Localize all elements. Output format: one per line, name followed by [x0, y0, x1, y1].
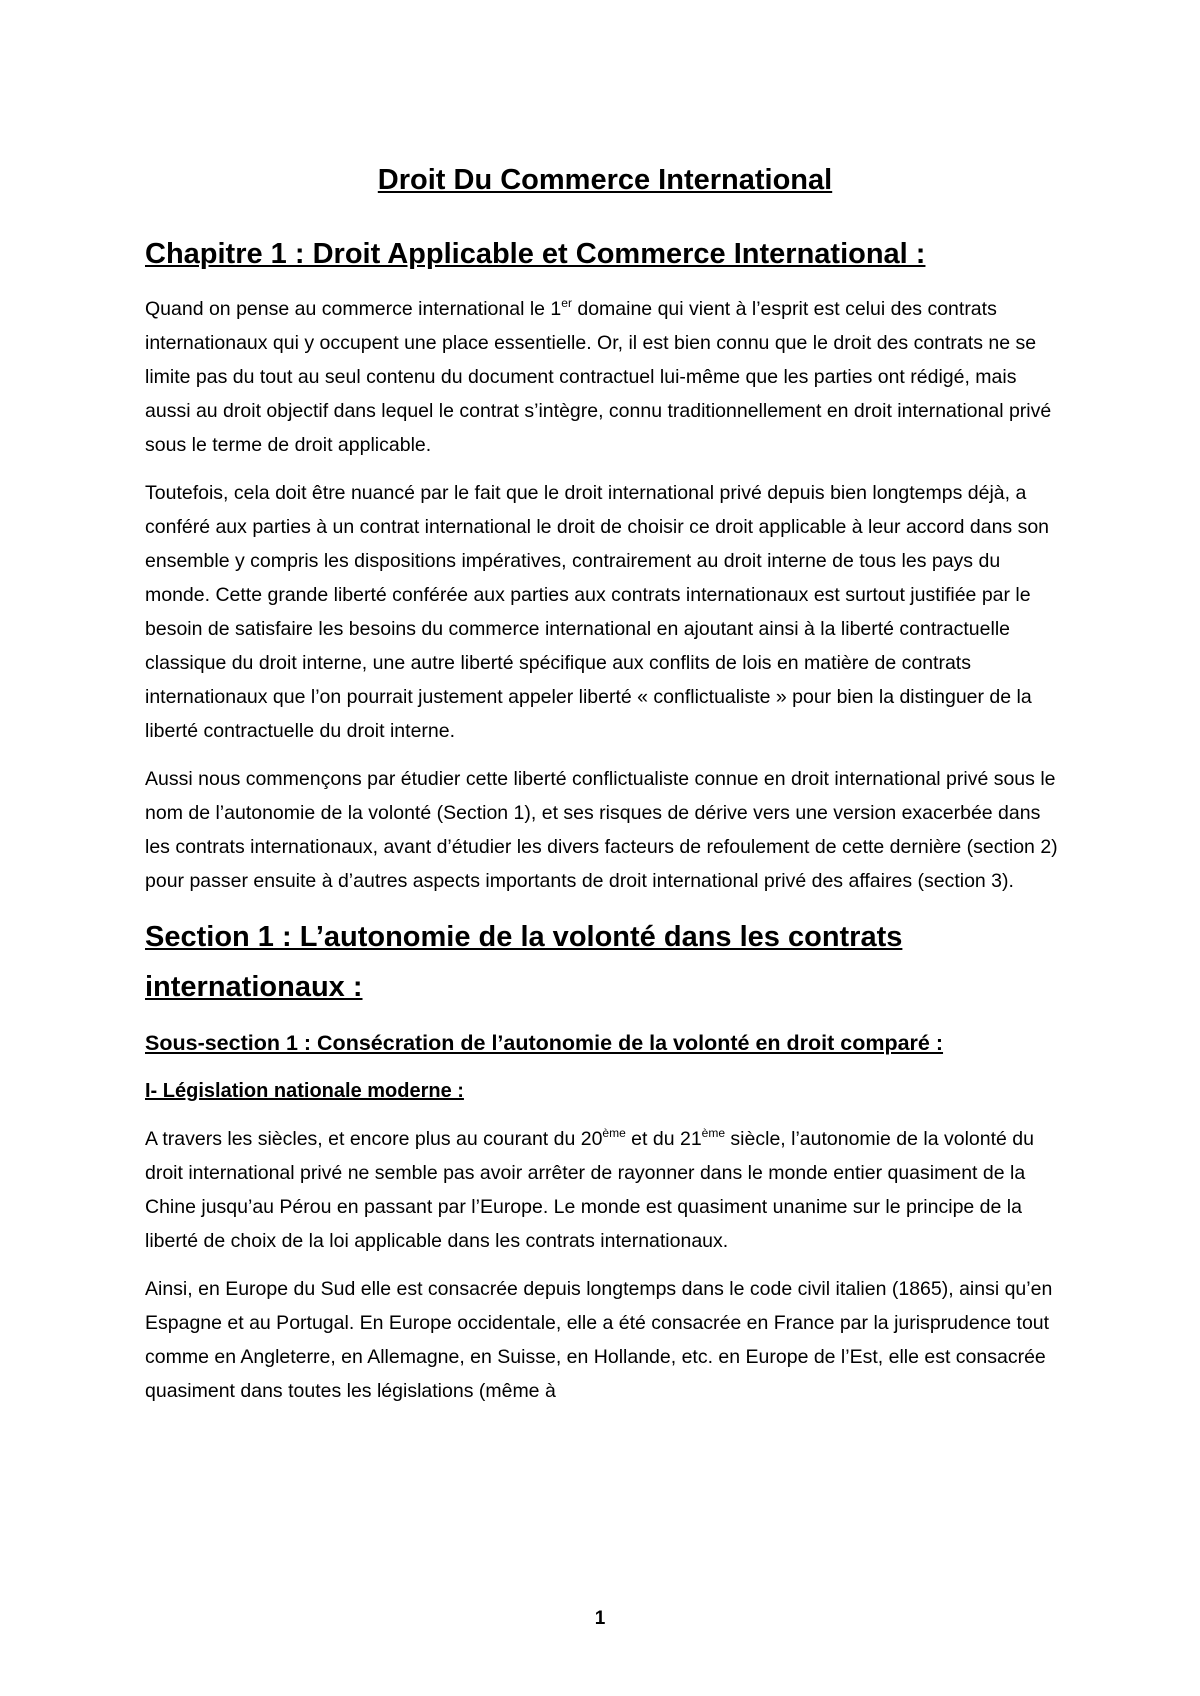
body-p1-superscript-2: ème [701, 1126, 726, 1140]
page-content [145, 160, 1065, 1422]
body-p1-text-a: A travers les siècles, et encore plus au courant du 20 [145, 1128, 603, 1150]
intro-paragraph-2: Toutefois, cela doit être nuancé par le fait que le droit international privé depuis bien longtemps déjà, a conféré aux parties à un contrat international le droit de choisir ce droit applicable à leur accord dans son ensemble y compris les dispositions impératives, contrairement au droit interne de tous les pays du monde. Cette grande liberté conférée aux parties aux contrats internationaux est surtout justifiée par le besoin de satisfaire les besoins du commerce international en ajoutant ainsi à la liberté contractuelle classique du droit interne, une autre liberté spécifique aux conflits de lois en matière de contrats internationaux que l’on pourrait justement appeler liberté « conflictualiste » pour bien la distinguer de la liberté contractuelle du droit interne. [145, 482, 1050, 742]
subsubsection-1-title: I- Législation nationale moderne : [145, 1080, 464, 1102]
document-title: Droit Du Commerce International [377, 164, 833, 196]
body-p1-text-c: siècle, l’autonomie de la volonté du droit international privé ne semble pas avoir arrêter de rayonner dans le monde entier quasiment de la Chine jusqu’au Pérou en passant par l’Europe. Le monde est quasiment unanime sur le principe de la liberté de choix de la loi applicable dans les contrats internationaux. [145, 1128, 1034, 1252]
intro-p1-text-a: Quand on pense au commerce international le 1 [145, 298, 562, 320]
body-p1-text-b: et du 21 [625, 1128, 702, 1150]
intro-paragraph-3: Aussi nous commençons par étudier cette liberté conflictualiste connue en droit international privé sous le nom de l’autonomie de la volonté (Section 1), et ses risques de dérive vers une version exacerbée dans les contrats internationaux, avant d’étudier les divers facteurs de refoulement de cette dernière (section 2) pour passer ensuite à d’autres aspects importants de droit international privé des affaires (section 3). [145, 768, 1058, 892]
body-paragraph-2: Ainsi, en Europe du Sud elle est consacrée depuis longtemps dans le code civil italien (1865), ainsi qu’en Espagne et au Portugal. En Europe occidentale, elle a été consacrée en France par la jurisprudence tout comme en Angleterre, en Allemagne, en Suisse, en Hollande, etc. en Europe de l’Est, elle est consacrée quasiment dans toutes les législations (même à [145, 1278, 1053, 1402]
intro-paragraph-1 [145, 292, 1065, 462]
subsection-1-title: Sous-section 1 : Consécration de l’autonomie de la volonté en droit comparé : [145, 1031, 944, 1055]
chapter-title: Chapitre 1 : Droit Applicable et Commerce International : [145, 238, 926, 270]
page-number: 1 [594, 1608, 606, 1629]
body-p1-superscript-1: ème [602, 1126, 626, 1140]
section-1-title: Section 1 : L’autonomie de la volonté dans les contrats internationaux : [145, 921, 903, 1003]
intro-p1-superscript: er [561, 296, 572, 310]
intro-p1-text-b: domaine qui vient à l’esprit est celui des contrats internationaux qui y occupent une place essentielle. Or, il est bien connu que le droit des contrats ne se limite pas du tout au seul contenu du document contractuel lui-même que les parties ont rédigé, mais aussi au droit objectif dans lequel le contrat s’intègre, connu traditionnellement en droit international privé sous le terme de droit applicable. [145, 298, 1052, 456]
body-paragraph-1 [145, 1122, 1065, 1258]
